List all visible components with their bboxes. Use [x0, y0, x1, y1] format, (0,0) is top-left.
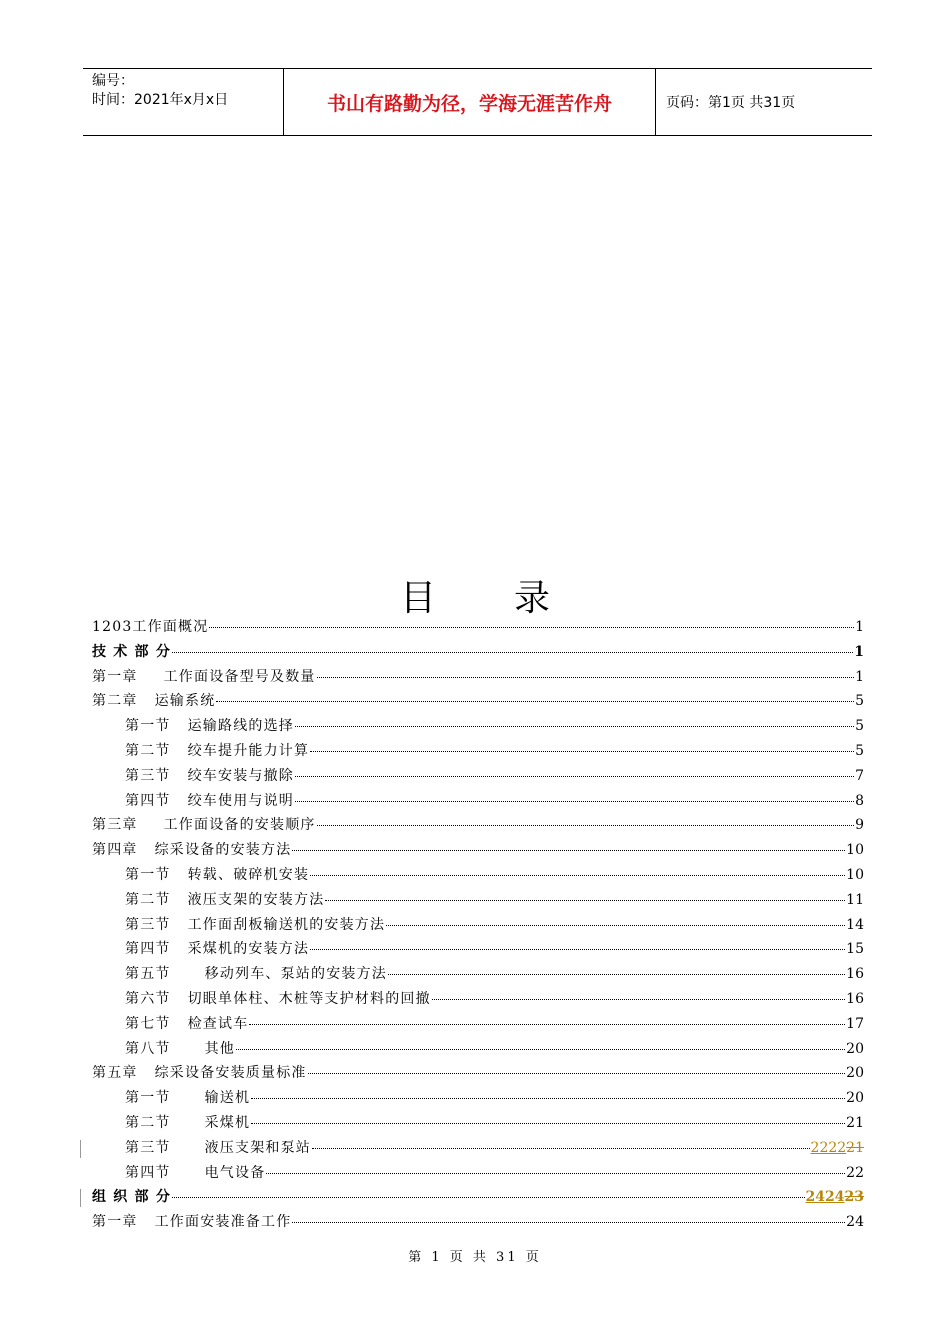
toc-entry-page: 10 — [846, 866, 864, 883]
toc-entry-number: 第三节 — [125, 767, 171, 784]
serial-label: 编号： — [92, 73, 134, 89]
toc-entry-page: 10 — [846, 842, 864, 859]
toc-entry-title: 1203工作面概况 — [92, 619, 209, 635]
toc-entry-title: 工作面安装准备工作 — [154, 1214, 292, 1231]
toc-dot-leader — [292, 850, 845, 851]
toc-entry-title: 液压支架和泵站 — [204, 1139, 312, 1156]
revision-change-bar — [80, 1140, 81, 1158]
toc-entry-number: 第八节 — [125, 1040, 171, 1057]
toc-entry-number: 第一节 — [125, 718, 171, 735]
toc-entry[interactable] — [92, 666, 864, 691]
toc-entry-title: 转载、破碎机安装 — [187, 866, 310, 883]
toc-entry-title: 切眼单体柱、木桩等支护材料的回撤 — [187, 990, 431, 1007]
toc-entry-page: 5 — [855, 693, 864, 710]
toc-entry[interactable] — [92, 740, 864, 765]
toc-entry-page: 16 — [846, 966, 864, 983]
toc-entry-title: 其他 — [204, 1040, 236, 1057]
toc-entry-number: 第二节 — [125, 742, 171, 759]
toc-entry-number: 第五节 — [125, 966, 171, 983]
toc-dot-leader — [251, 1098, 845, 1099]
revision-change-bar — [80, 1189, 81, 1207]
toc-entry-title: 绞车提升能力计算 — [187, 742, 310, 759]
toc-entry-page: 8 — [855, 792, 864, 809]
toc-entry-number: 第五章 — [92, 1065, 138, 1082]
toc-entry[interactable] — [92, 1162, 864, 1187]
toc-entry-page: 1 — [855, 668, 864, 685]
toc-title: 目录 — [399, 578, 628, 619]
toc-entry-number: 第四节 — [125, 1164, 171, 1181]
toc-entry-number: 第二章 — [92, 693, 138, 710]
toc-entry[interactable] — [92, 641, 864, 666]
toc-entry-title: 采煤机 — [204, 1114, 251, 1131]
toc-entry-page: 20 — [846, 1090, 864, 1107]
toc-entry-number: 第四节 — [125, 941, 171, 958]
toc-entry-page: 11 — [846, 891, 864, 908]
toc-dot-leader — [325, 900, 845, 901]
toc-entry[interactable] — [92, 1186, 864, 1211]
toc-entry[interactable] — [92, 889, 864, 914]
toc-entry[interactable] — [92, 814, 864, 839]
toc-entry-page: 7 — [855, 767, 864, 784]
toc-entry-title: 移动列车、泵站的安装方法 — [204, 966, 388, 983]
header-page-info: 页码：第1页 共31页 — [666, 95, 796, 111]
toc-entry-number: 第二节 — [125, 891, 171, 908]
toc-dot-leader — [172, 1197, 805, 1198]
toc-entry[interactable] — [92, 1137, 864, 1162]
toc-dot-leader — [310, 875, 845, 876]
toc-entry-number: 第二节 — [125, 1114, 171, 1131]
revision-deleted-page: 21 — [846, 1139, 864, 1156]
toc-dot-leader — [209, 627, 854, 628]
toc-entry-title: 组 织 部 分 — [92, 1189, 172, 1206]
header-motto: 书山有路勤为径，学海无涯苦作舟 — [284, 69, 656, 135]
toc-entry-number: 第一节 — [125, 1090, 171, 1107]
document-header — [83, 68, 872, 136]
header-meta — [83, 69, 284, 135]
toc-entry-page: 21 — [846, 1114, 864, 1131]
toc-entry-page: 24 — [846, 1214, 864, 1231]
toc-entry-title: 运输系统 — [154, 693, 216, 710]
toc-entry[interactable] — [92, 988, 864, 1013]
toc-entry-title: 电气设备 — [204, 1164, 266, 1181]
toc-entry[interactable] — [92, 616, 864, 641]
toc-entry-number: 第三节 — [125, 916, 171, 933]
revision-inserted-page: 2222 — [810, 1139, 847, 1156]
toc-entry[interactable] — [92, 864, 864, 889]
toc-entry[interactable] — [92, 1038, 864, 1063]
toc-entry-number: 第一节 — [125, 866, 171, 883]
toc-entry-page — [811, 1140, 864, 1156]
toc-dot-leader — [386, 925, 845, 926]
toc-entry-page: 22 — [846, 1164, 864, 1181]
toc-entry-number: 第七节 — [125, 1015, 171, 1032]
toc-entry-title: 工作面刮板输送机的安装方法 — [187, 916, 386, 933]
toc-entry[interactable] — [92, 938, 864, 963]
toc-entry-title: 工作面设备型号及数量 — [163, 668, 316, 685]
toc-entry-page: 1 — [855, 619, 864, 635]
toc-entry-page: 9 — [855, 817, 864, 834]
toc-entry-page: 16 — [846, 990, 864, 1007]
toc-dot-leader — [388, 974, 845, 975]
toc-entry[interactable] — [92, 1013, 864, 1038]
toc-dot-leader — [295, 776, 854, 777]
toc-entry-number: 第四节 — [125, 792, 171, 809]
toc-dot-leader — [216, 701, 854, 702]
toc-entry-title: 液压支架的安装方法 — [187, 891, 325, 908]
toc-entry-page: 5 — [855, 742, 864, 759]
toc-dot-leader — [310, 751, 854, 752]
toc-entry[interactable] — [92, 1211, 864, 1236]
toc-entry[interactable] — [92, 1087, 864, 1112]
toc-entry-number: 第三章 — [92, 817, 138, 834]
toc-entry-title: 综采设备的安装方法 — [154, 842, 292, 859]
toc-entry-page: 17 — [846, 1015, 864, 1032]
toc-entry-page: 1 — [854, 643, 864, 660]
toc-entry[interactable] — [92, 690, 864, 715]
toc-entry-title: 输送机 — [204, 1090, 251, 1107]
toc-dot-leader — [292, 1222, 845, 1223]
toc-entry[interactable] — [92, 1062, 864, 1087]
toc-dot-leader — [310, 949, 845, 950]
toc-entry-number: 第四章 — [92, 842, 138, 859]
toc-entry[interactable] — [92, 839, 864, 864]
toc-entry[interactable] — [92, 1112, 864, 1137]
table-of-contents — [92, 616, 864, 1236]
toc-entry-page: 5 — [855, 718, 864, 735]
toc-entry[interactable] — [92, 765, 864, 790]
toc-entry-title: 检查试车 — [187, 1015, 249, 1032]
toc-entry-page — [806, 1189, 864, 1205]
toc-entry-page: 20 — [846, 1065, 864, 1082]
toc-entry-title: 绞车安装与撤除 — [187, 767, 295, 784]
toc-dot-leader — [312, 1148, 810, 1149]
toc-entry-page: 14 — [846, 916, 864, 933]
time-label: 时间：2021年x月x日 — [92, 92, 229, 108]
toc-entry-page: 20 — [846, 1040, 864, 1057]
toc-entry[interactable] — [92, 715, 864, 740]
toc-entry-title: 技 术 部 分 — [92, 643, 172, 660]
toc-entry[interactable] — [92, 914, 864, 939]
toc-dot-leader — [308, 1073, 846, 1074]
toc-entry-number: 第一章 — [92, 668, 138, 685]
toc-entry-title: 综采设备安装质量标准 — [154, 1065, 307, 1082]
toc-dot-leader — [249, 1024, 845, 1025]
toc-dot-leader — [172, 652, 853, 653]
toc-entry-title: 绞车使用与说明 — [187, 792, 295, 809]
toc-dot-leader — [266, 1173, 845, 1174]
toc-dot-leader — [432, 999, 845, 1000]
toc-entry-number: 第三节 — [125, 1139, 171, 1156]
toc-dot-leader — [295, 801, 854, 802]
toc-entry-page: 15 — [846, 941, 864, 958]
toc-dot-leader — [295, 726, 854, 727]
toc-entry[interactable] — [92, 963, 864, 988]
revision-inserted-page: 2424 — [805, 1189, 845, 1206]
toc-entry[interactable] — [92, 790, 864, 815]
toc-entry-number: 第六节 — [125, 990, 171, 1007]
toc-dot-leader — [236, 1049, 845, 1050]
toc-dot-leader — [251, 1123, 845, 1124]
revision-deleted-page: 23 — [844, 1189, 864, 1206]
toc-dot-leader — [317, 677, 854, 678]
toc-entry-title: 采煤机的安装方法 — [187, 941, 310, 958]
toc-dot-leader — [317, 825, 854, 826]
toc-entry-title: 运输路线的选择 — [187, 718, 295, 735]
toc-entry-title: 工作面设备的安装顺序 — [163, 817, 316, 834]
page-footer: 第 1 页 共 31 页 — [408, 1250, 542, 1265]
toc-entry-number: 第一章 — [92, 1214, 138, 1231]
